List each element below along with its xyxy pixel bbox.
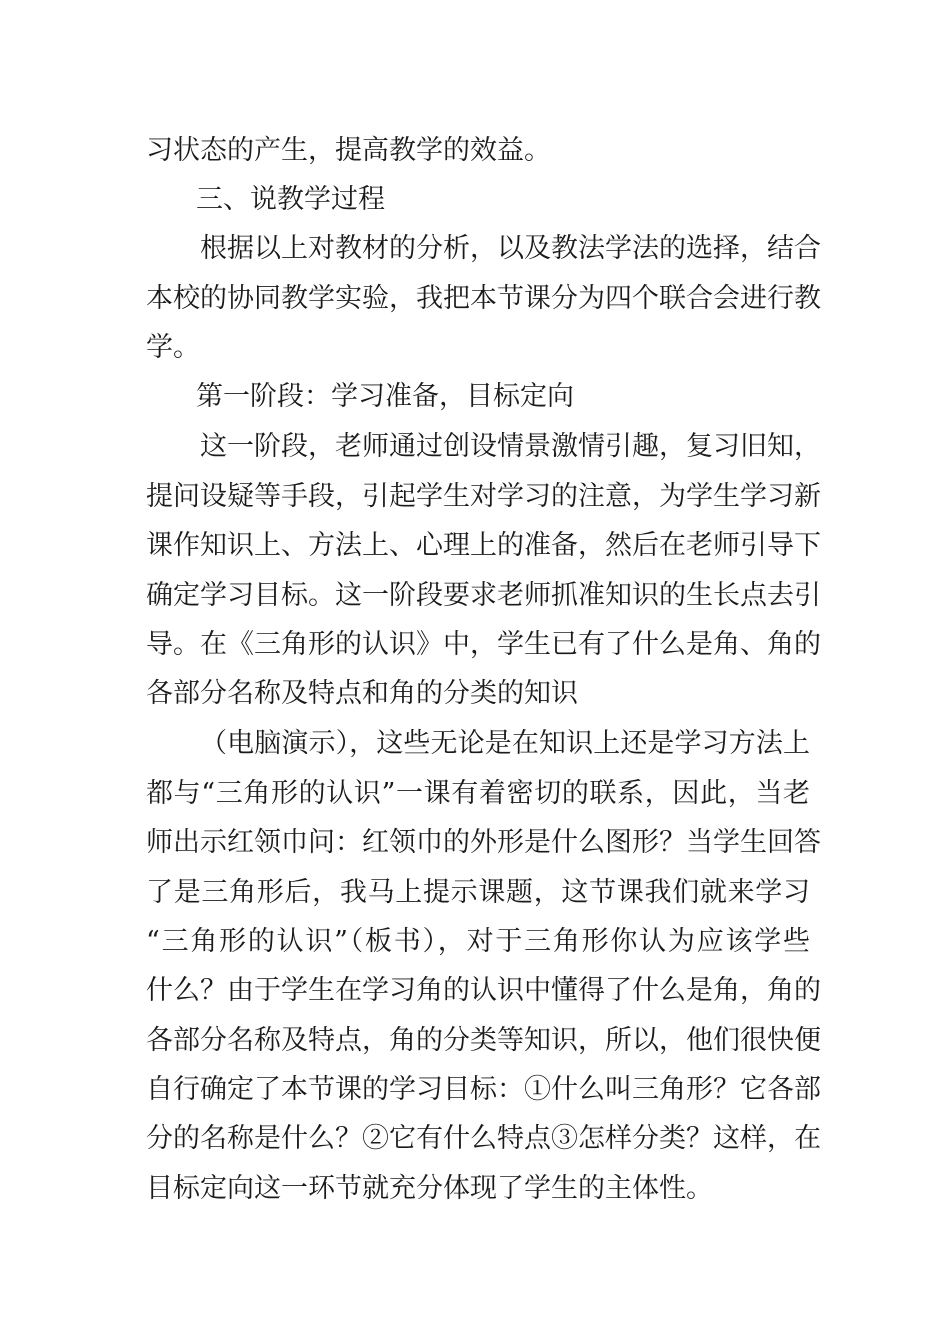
text-line: 分的名称是什么？②它有什么特点③怎样分类？这样，在	[146, 1123, 821, 1154]
subsection-heading: 第一阶段：学习准备，目标定向	[196, 381, 574, 412]
text-line: （电脑演示），这些无论是在知识上还是学习方法上	[200, 728, 810, 759]
text-line: 这一阶段，老师通过创设情景激情引趣，复习旧知，	[200, 431, 821, 462]
section-heading: 三、说教学过程	[196, 184, 385, 215]
text-line: 提问设疑等手段，引起学生对学习的注意，为学生学习新	[146, 481, 821, 512]
text-line: “三角形的认识”（板书），对于三角形你认为应该学些	[146, 926, 810, 957]
text-line: 各部分名称及特点，角的分类等知识，所以，他们很快便	[146, 1025, 821, 1056]
text-line: 各部分名称及特点和角的分类的知识	[146, 678, 578, 709]
text-line: 导。在《三角形的认识》中，学生已有了什么是角、角的	[146, 629, 821, 660]
text-line: 什么？由于学生在学习角的认识中懂得了什么是角，角的	[146, 975, 821, 1006]
text-line: 确定学习目标。这一阶段要求老师抓准知识的生长点去引	[146, 580, 821, 611]
text-line: 都与“三角形的认识”一课有着密切的联系，因此，当老	[146, 778, 810, 809]
text-line: 自行确定了本节课的学习目标：①什么叫三角形？它各部	[146, 1074, 821, 1105]
text-line: 根据以上对教材的分析，以及教法学法的选择，结合	[200, 233, 821, 264]
text-line: 师出示红领巾问：红领巾的外形是什么图形？当学生回答	[146, 827, 821, 858]
text-line: 学。	[146, 332, 200, 363]
text-line: 了是三角形后，我马上提示课题，这节课我们就来学习	[146, 877, 810, 908]
text-line: 目标定向这一环节就充分体现了学生的主体性。	[146, 1173, 713, 1204]
text-line: 课作知识上、方法上、心理上的准备，然后在老师引导下	[146, 530, 821, 561]
text-line: 本校的协同教学实验，我把本节课分为四个联合会进行教	[146, 283, 821, 314]
text-line: 习状态的产生，提高教学的效益。	[146, 135, 551, 166]
